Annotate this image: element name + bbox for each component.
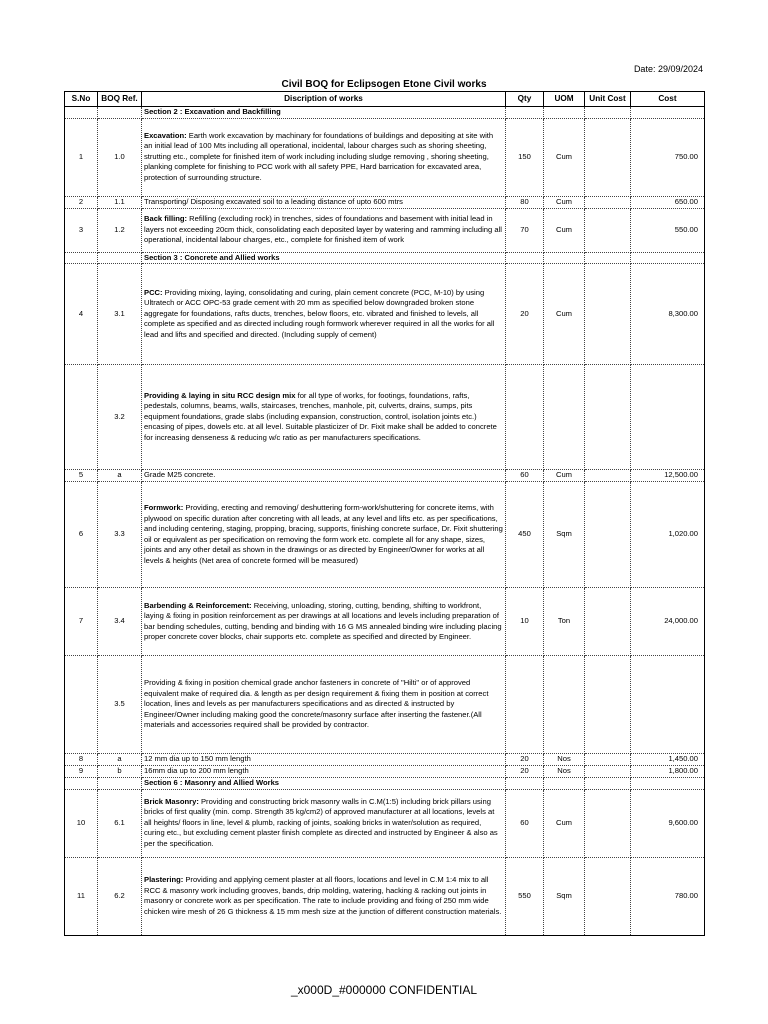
- unit-cost: [585, 196, 631, 208]
- qty: 80: [506, 196, 544, 208]
- sno: 1: [65, 118, 98, 196]
- unit-cost: [585, 656, 631, 754]
- item-text: Providing, erecting and removing/ deshuttering form-work/shuttering for concrete items, with plywood on specific duration after concreting with all leads, at any level and lifts etc. as per specifications, and including centering, staging, propping, bracing, supports, finishing concrete surface, Dr. Fixit shuttering oil or equivalent as per specification on removing the form work etc. complete all for any shape, sizes, joints and any other detail as shown in the drawings or as directed by Engineer/Owner for works at all levels & heights (Net area of concrete formed will be measured): [144, 503, 503, 565]
- section-title: Section 2 : Excavation and Backfilling: [142, 107, 506, 119]
- item-text: 12 mm dia up to 150 mm length: [144, 754, 251, 764]
- unit-cost: [585, 208, 631, 252]
- item-title: Excavation:: [144, 130, 187, 140]
- sno: 9: [65, 766, 98, 778]
- section-row: [65, 778, 705, 790]
- item-text: Grade M25 concrete.: [144, 470, 216, 480]
- item-title: Brick Masonry:: [144, 796, 199, 806]
- description: [142, 588, 506, 656]
- table-row: [65, 754, 705, 766]
- boq-ref: a: [98, 754, 142, 766]
- document-title: Civil BOQ for Eclipsogen Etone Civil works: [281, 79, 487, 90]
- cost: 750.00: [631, 118, 705, 196]
- cost: 1,020.00: [631, 482, 705, 588]
- description: [142, 118, 506, 196]
- item-text: Providing mixing, laying, consolidating and curing, plain cement concrete (PCC, M-10) by using Ultratech or ACC OPC-53 grade cement with 20 mm as specified below downgraded broken stone aggregate for foundations, rafts ducts, trenches, below floors, etc. vibrated and finished to levels, all complete as specified and as directed including rough formwork wherever required in all the works for all lead and lifts and specified and directed. (Including supply of cement): [144, 287, 495, 339]
- unit-cost: [585, 365, 631, 470]
- table-row: [65, 789, 705, 857]
- qty: 20: [506, 766, 544, 778]
- qty: 20: [506, 264, 544, 365]
- item-title: Back filling:: [144, 214, 188, 224]
- confidential-footer: _x000D_#000000 CONFIDENTIAL: [290, 983, 478, 997]
- table-row: [65, 118, 705, 196]
- unit-cost: [585, 857, 631, 935]
- item-title: Formwork:: [144, 503, 184, 512]
- sno: [65, 365, 98, 470]
- cost: 1,800.00: [631, 766, 705, 778]
- item-text: Receiving, unloading, storing, cutting, bending, shifting to workfront, laying & fixing in position reinforcement as per drawings at all locations and levels including preparation of bar bending schedules, cutting, bending and binding with 16 G MS annealed binding wire including placing proper concrete cover blocks, chair supports etc. complete as specified and directed by Engineer.: [144, 600, 502, 641]
- description: [142, 365, 506, 470]
- col-qty: Qty: [506, 92, 544, 107]
- boq-ref: 3.4: [98, 588, 142, 656]
- section-row: [65, 107, 705, 119]
- boq-ref: 1.0: [98, 118, 142, 196]
- cost: 9,600.00: [631, 789, 705, 857]
- sno: [65, 656, 98, 754]
- qty: 70: [506, 208, 544, 252]
- uom: Cum: [544, 118, 585, 196]
- boq-ref: 1.1: [98, 196, 142, 208]
- table-row: [65, 656, 705, 754]
- boq-ref: 6.1: [98, 789, 142, 857]
- uom: [544, 656, 585, 754]
- description: [142, 789, 506, 857]
- qty: 60: [506, 470, 544, 482]
- boq-ref: 3.3: [98, 482, 142, 588]
- cost: [631, 656, 705, 754]
- item-title: Providing & laying in situ RCC design mix: [144, 390, 296, 400]
- cost: 24,000.00: [631, 588, 705, 656]
- item-text: Providing and constructing brick masonry walls in C.M(1:5) including brick pillars using bricks of first quality (min. comp. Strength 35 kg/cm2) of approved manufacturer at all locations, levels at all heights/ floors in line, level & plumb, racking of joints, soaking bricks in water/solution as required, curing etc., but excluding cement plaster finish complete as directed and instructed by Engineer & also as per the specification.: [144, 796, 498, 848]
- uom: Cum: [544, 196, 585, 208]
- table-row: [65, 857, 705, 935]
- sno: 8: [65, 754, 98, 766]
- uom: Sqm: [544, 482, 585, 588]
- table-row: [65, 482, 705, 588]
- description: [142, 754, 506, 766]
- table-row: [65, 196, 705, 208]
- section-title: Section 6 : Masonry and Allied Works: [142, 778, 506, 790]
- sno: 11: [65, 857, 98, 935]
- item-text: 16mm dia up to 200 mm length: [144, 766, 249, 776]
- boq-ref: 3.2: [98, 365, 142, 470]
- unit-cost: [585, 264, 631, 365]
- item-text: Refilling (excluding rock) in trenches, sides of foundations and basement with initial lead in layers not exceeding 20cm thick, consolidating each deposited layer by watering and ramming including all operational, incidental labour charges, etc., complete for finished item of work: [144, 214, 502, 245]
- unit-cost: [585, 482, 631, 588]
- sno: 6: [65, 482, 98, 588]
- boq-ref: 6.2: [98, 857, 142, 935]
- cost: 650.00: [631, 196, 705, 208]
- col-unit-cost: Unit Cost: [585, 92, 631, 107]
- boq-ref: 3.5: [98, 656, 142, 754]
- section-row: [65, 252, 705, 264]
- description: [142, 766, 506, 778]
- description: [142, 196, 506, 208]
- item-text: Transporting/ Disposing excavated soil to a leading distance of upto 600 mtrs: [144, 196, 403, 206]
- uom: [544, 365, 585, 470]
- table-row: [65, 208, 705, 252]
- item-text: Earth work excavation by machinary for foundations of buildings and depositing at site with an initial lead of 100 Mts including all operational, incidental, labour charges such as shoring sheeting, strutting etc., complete for finished item of work including including sludge removing , shoring sheeting, planking complete for finishing to PCC work with all safety PPE, Hard barrication for excavated area, protection of surrounding structure.: [144, 130, 494, 182]
- boq-ref: a: [98, 470, 142, 482]
- uom: Ton: [544, 588, 585, 656]
- cost: 780.00: [631, 857, 705, 935]
- unit-cost: [585, 754, 631, 766]
- item-text: Providing and applying cement plaster at all floors, locations and level in C.M 1:4 mix to all RCC & masonry work including grooves, bands, drip molding, watering, hacking & racking out joints in masonry or concrete work as per specification. The rate to include providing and fixing of 250 mm wide chicken wire mesh of 26 G thickness & 15 mm mesh size at the junction of different construction materials.: [144, 875, 502, 916]
- description: [142, 482, 506, 588]
- col-sno: S.No: [65, 92, 98, 107]
- uom: Cum: [544, 264, 585, 365]
- description: [142, 264, 506, 365]
- uom: Nos: [544, 766, 585, 778]
- col-cost: Cost: [631, 92, 705, 107]
- table-row: [65, 264, 705, 365]
- qty: 550: [506, 857, 544, 935]
- table-row: [65, 365, 705, 470]
- qty: [506, 365, 544, 470]
- sno: 2: [65, 196, 98, 208]
- section-title: Section 3 : Concrete and Allied works: [142, 252, 506, 264]
- cost: 1,450.00: [631, 754, 705, 766]
- uom: Nos: [544, 754, 585, 766]
- uom: Cum: [544, 208, 585, 252]
- table-row: [65, 588, 705, 656]
- description: [142, 656, 506, 754]
- item-title: Barbending & Reinforcement:: [144, 600, 252, 610]
- cost: 12,500.00: [631, 470, 705, 482]
- item-text: Providing & fixing in position chemical grade anchor fasteners in concrete of "Hilti" or of approved equivalent make of required dia. & length as per design requirement & fixing them in position at correct location, lines and levels as per manufacturers specifications and as directed & instructed by Engineer/Owner including making good the concrete/masonry surface after inserting the fastener.(All materials and accessories required shall be provided by contractor.: [144, 678, 489, 730]
- unit-cost: [585, 789, 631, 857]
- table-row: [65, 470, 705, 482]
- item-title: PCC:: [144, 287, 163, 297]
- unit-cost: [585, 588, 631, 656]
- table-row: [65, 766, 705, 778]
- cost: [631, 365, 705, 470]
- sno: 5: [65, 470, 98, 482]
- table-header-row: [65, 92, 705, 107]
- unit-cost: [585, 470, 631, 482]
- col-boq-ref: BOQ Ref.: [98, 92, 142, 107]
- description: [142, 857, 506, 935]
- qty: 10: [506, 588, 544, 656]
- description: [142, 470, 506, 482]
- qty: 150: [506, 118, 544, 196]
- document-date: Date: 29/09/2024: [633, 64, 703, 74]
- boq-ref: 1.2: [98, 208, 142, 252]
- item-title: Plastering:: [144, 875, 184, 884]
- cost: 8,300.00: [631, 264, 705, 365]
- sno: 10: [65, 789, 98, 857]
- sno: 4: [65, 264, 98, 365]
- uom: Sqm: [544, 857, 585, 935]
- item-text: for all type of works, for footings, foundations, rafts, pedestals, columns, beams, walls, staircases, trenches, manhole, pit, culverts, drains, sumps, pits equipment foundations, grade slabs (including expansion, construction, control, isolation joints etc.) encasing of pipes, dowels etc. at all level. Suitable plasticizer of Dr. Fixit make shall be added to concrete for increasing denseness & reducing w/c ratio as per manufacturers specifications.: [144, 390, 497, 442]
- qty: 450: [506, 482, 544, 588]
- boq-table: [64, 91, 705, 936]
- uom: Cum: [544, 470, 585, 482]
- unit-cost: [585, 766, 631, 778]
- qty: 20: [506, 754, 544, 766]
- col-uom: UOM: [544, 92, 585, 107]
- description: [142, 208, 506, 252]
- cost: 550.00: [631, 208, 705, 252]
- qty: [506, 656, 544, 754]
- qty: 60: [506, 789, 544, 857]
- boq-ref: b: [98, 766, 142, 778]
- sno: 3: [65, 208, 98, 252]
- col-description: Discription of works: [142, 92, 506, 107]
- uom: Cum: [544, 789, 585, 857]
- boq-ref: 3.1: [98, 264, 142, 365]
- unit-cost: [585, 118, 631, 196]
- sno: 7: [65, 588, 98, 656]
